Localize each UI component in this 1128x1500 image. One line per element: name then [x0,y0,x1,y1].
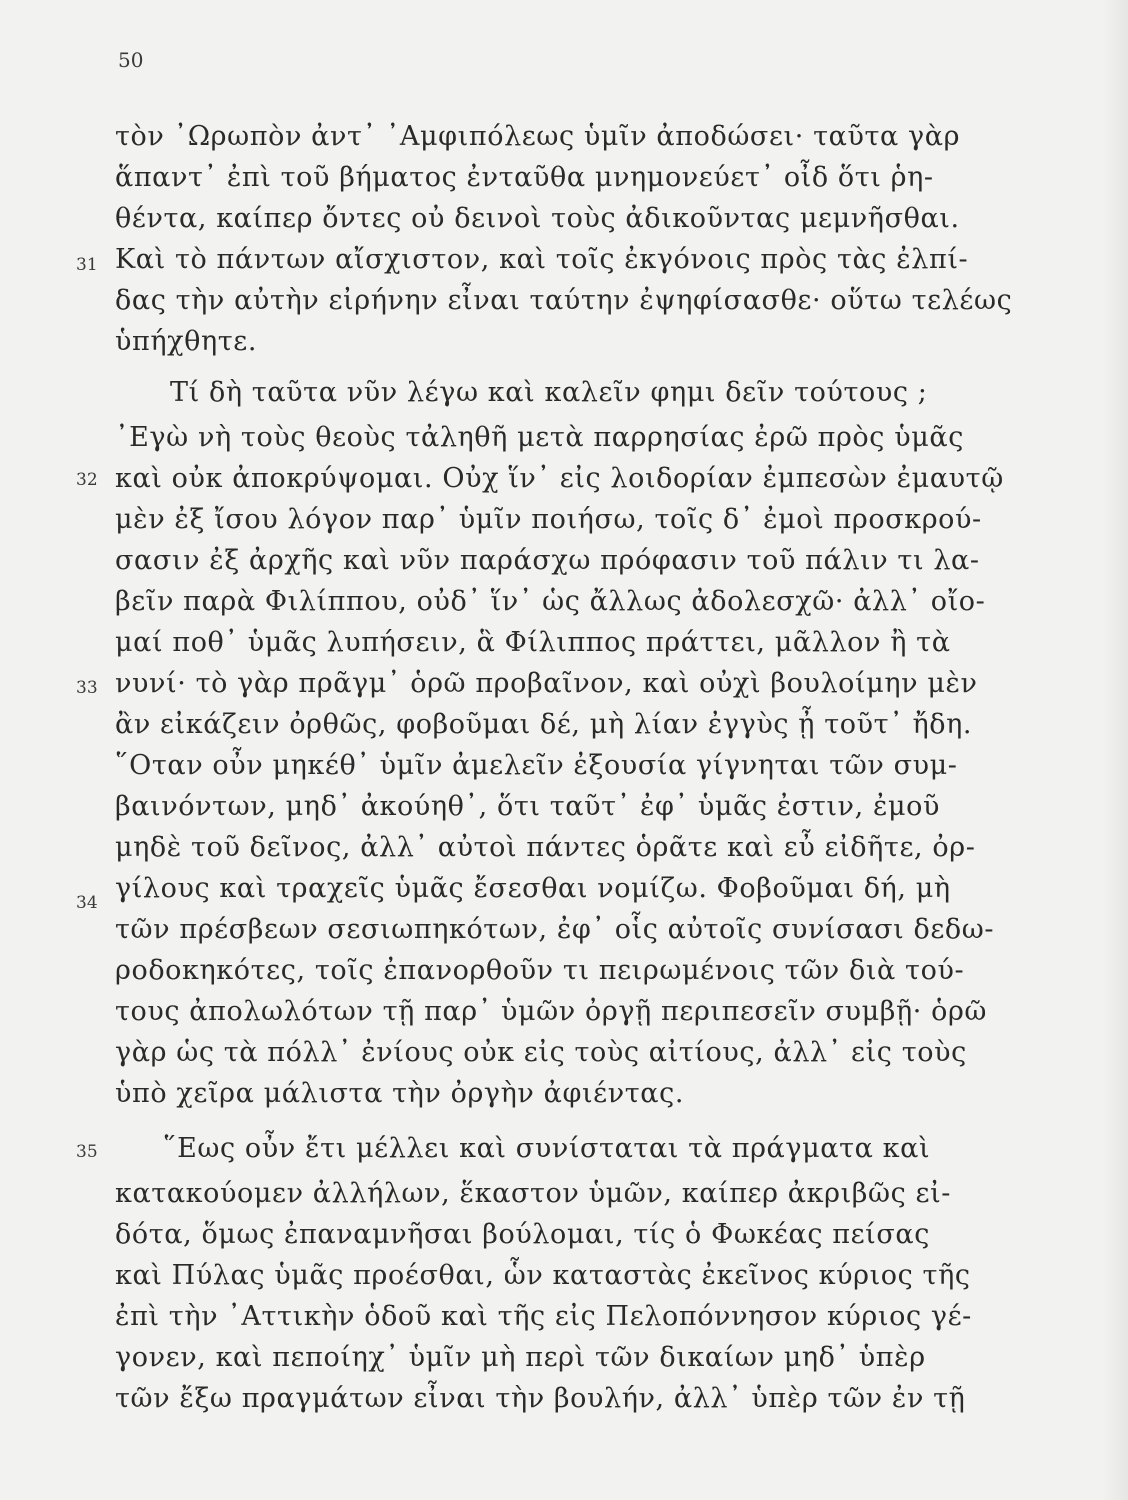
text-line: βαινόντων, μηδ᾿ ἀκούηθ᾿, ὅτι ταῦτ᾿ ἐφ᾿ ὑμᾶς ἐστιν, ἐμοῦ [115,791,941,822]
text-line: δότα, ὅμως ἐπαναμνῆσαι βούλομαι, τίς ὁ Φωκέας πείσας [115,1219,930,1250]
text-line: καὶ Πύλας ὑμᾶς προέσθαι, ὧν καταστὰς ἐκεῖνος κύριος τῆς [115,1260,971,1291]
section-number: 33 [76,678,98,698]
text-line: Καὶ τὸ πάντων αἴσχιστον, καὶ τοῖς ἐκγόνοις πρὸς τὰς ἐλπί- [115,244,969,275]
text-line: ἅπαντ᾿ ἐπὶ τοῦ βήματος ἐνταῦθα μνημονεύετ᾿ οἶδ ὅτι ῥη- [115,162,934,193]
text-line: κατακούομεν ἀλλήλων, ἕκαστον ὑμῶν, καίπερ ἀκριβῶς εἰ- [115,1178,951,1209]
section-number: 35 [76,1142,98,1162]
text-line: σασιν ἐξ ἀρχῆς καὶ νῦν παράσχω πρόφασιν τοῦ πάλιν τι λα- [115,545,980,576]
text-line: βεῖν παρὰ Φιλίππου, οὐδ᾿ ἵν᾿ ὡς ἄλλως ἀδολεσχῶ· ἀλλ᾿ οἴο- [115,586,986,617]
text-line: τὸν ᾿Ωρωπὸν ἀντ᾿ ᾿Αμφιπόλεως ὑμῖν ἀποδώσει· ταῦτα γὰρ [115,121,961,152]
text-line: ἐπὶ τὴν ᾿Αττικὴν ὁδοῦ καὶ τῆς εἰς Πελοπόννησον κύριος γέ- [115,1301,972,1332]
text-line: τους ἀπολωλότων τῇ παρ᾿ ὑμῶν ὀργῇ περιπεσεῖν συμβῇ· ὁρῶ [115,996,988,1027]
text-line: ῞Εως οὖν ἔτι μέλλει καὶ συνίσταται τὰ πράγματα καὶ [163,1133,931,1164]
text-line: γονεν, καὶ πεποίηχ᾿ ὑμῖν μὴ περὶ τῶν δικαίων μηδ᾿ ὑπὲρ [115,1342,926,1373]
text-line: ἂν εἰκάζειν ὀρθῶς, φοβοῦμαι δέ, μὴ λίαν ἐγγὺς ᾖ τοῦτ᾿ ἤδη. [115,709,973,740]
section-number: 31 [76,255,98,275]
text-line: ὑπήχθητε. [115,326,258,357]
text-line: τῶν πρέσβεων σεσιωπηκότων, ἐφ᾿ οἷς αὐτοῖς συνίσασι δεδω- [115,914,995,945]
text-line: τῶν ἔξω πραγμάτων εἶναι τὴν βουλήν, ἀλλ᾿ ὑπὲρ τῶν ἐν τῇ [115,1383,966,1414]
text-line: ᾿Εγὼ νὴ τοὺς θεοὺς τἀληθῆ μετὰ παρρησίας ἐρῶ πρὸς ὑμᾶς [115,422,964,453]
text-line: μὲν ἐξ ἴσου λόγον παρ᾿ ὑμῖν ποιήσω, τοῖς δ᾿ ἐμοὶ προσκρού- [115,504,982,535]
text-line: γὰρ ὡς τὰ πόλλ᾿ ἐνίους οὐκ εἰς τοὺς αἰτίους, ἀλλ᾿ εἰς τοὺς [115,1037,967,1068]
text-line: μαί ποθ᾿ ὑμᾶς λυπήσειν, ἃ Φίλιππος πράττει, μᾶλλον ἢ τὰ [115,627,951,658]
text-line: γίλους καὶ τραχεῖς ὑμᾶς ἔσεσθαι νομίζω. Φοβοῦμαι δή, μὴ [115,873,951,904]
text-line: μηδὲ τοῦ δεῖνος, ἀλλ᾿ αὐτοὶ πάντες ὁρᾶτε καὶ εὖ εἰδῆτε, ὀρ- [115,832,976,863]
text-line: ὑπὸ χεῖρα μάλιστα τὴν ὀργὴν ἀφιέντας. [115,1078,685,1109]
text-line: ῞Οταν οὖν μηκέθ᾿ ὑμῖν ἀμελεῖν ἐξουσία γίγνηται τῶν συμ- [115,750,958,781]
text-line: Τί δὴ ταῦτα νῦν λέγω καὶ καλεῖν φημι δεῖν τούτους ; [170,377,928,408]
text-line: θέντα, καίπερ ὄντες οὐ δεινοὶ τοὺς ἀδικοῦντας μεμνῆσθαι. [115,203,960,234]
text-line: ροδοκηκότες, τοῖς ἐπανορθοῦν τι πειρωμένοις τῶν διὰ τού- [115,955,965,986]
page-number: 50 [118,48,144,72]
page-edge-shadow [1102,0,1128,1500]
text-line: νυνί· τὸ γὰρ πρᾶγμ᾿ ὁρῶ προβαῖνον, καὶ οὐχὶ βουλοίμην μὲν [115,668,978,699]
section-number: 34 [76,893,98,913]
section-number: 32 [76,470,98,490]
text-line: δας τὴν αὐτὴν εἰρήνην εἶναι ταύτην ἐψηφίσασθε· οὕτω τελέως [115,285,1013,316]
text-line: καὶ οὐκ ἀποκρύψομαι. Οὐχ ἵν᾿ εἰς λοιδορίαν ἐμπεσὼν ἐμαυτῷ [115,463,1004,494]
